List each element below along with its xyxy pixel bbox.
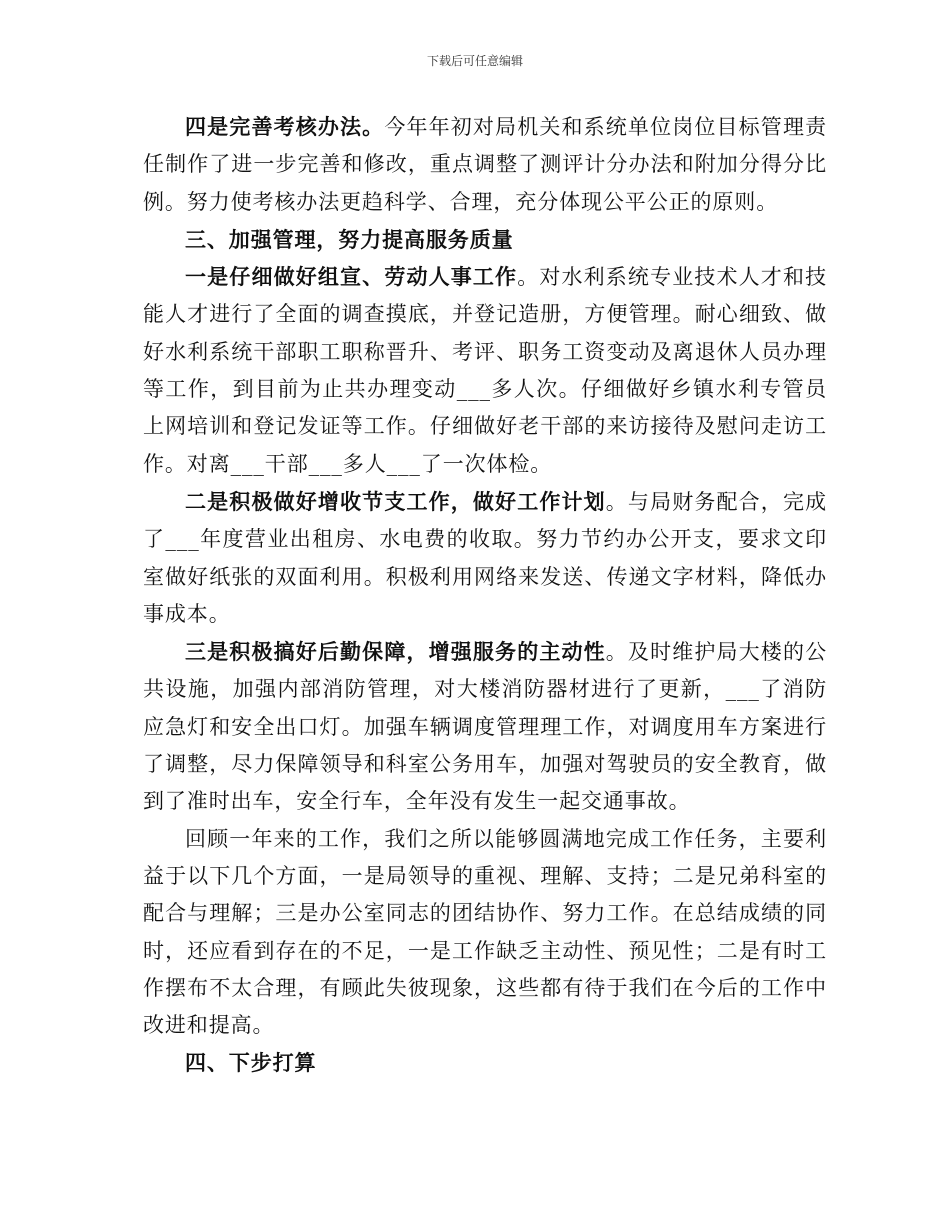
paragraph-lead: 一是仔细做好组宣、劳动人事工作 <box>185 264 518 290</box>
paragraph-assessment <box>143 108 827 221</box>
paragraph-review <box>143 821 827 1045</box>
paragraph-personnel <box>143 258 827 483</box>
paragraph-text: 。与局财务配合，完成了___年度营业出租房、水电费的收取。努力节约办公开支，要求文印室做好纸张的双面利用。积极利用网络来发送、传递文字材料，降低办事成本。 <box>143 489 827 626</box>
paragraph-logistics <box>143 633 827 820</box>
paragraph-lead: 三是积极搞好后勤保障，增强服务的主动性 <box>185 639 606 665</box>
page-header: 下载后可任意编辑 <box>426 54 523 68</box>
section-heading-four: 四、下步打算 <box>185 1050 317 1076</box>
paragraph-lead: 四是完善考核办法。 <box>185 114 385 139</box>
paragraph-lead: 二是积极做好增收节支工作，做好工作计划 <box>185 488 606 514</box>
paragraph-text: 回顾一年来的工作，我们之所以能够圆满地完成工作任务，主要利益于以下几个方面，一是局领导的重视、理解、支持；二是兄弟科室的配合与理解；三是办公室同志的团结协作、努力工作。在总结成绩的同时，还应看到存在的不足，一是工作缺乏主动性、预见性；二是有时工作摆布不太合理，有顾此失彼现象，这些都有待于我们在今后的工作中改进和提高。 <box>143 826 827 1038</box>
paragraph-text: 。及时维护局大楼的公共设施，加强内部消防管理，对大楼消防器材进行了更新，___了消防应急灯和安全出口灯。加强车辆调度管理理工作，对调度用车方案进行了调整，尽力保障领导和科室公务用车，加强对驾驶员的安全教育，做到了准时出车，安全行车，全年没有发生一起交通事故。 <box>143 640 827 814</box>
document-body <box>143 108 827 1082</box>
section-heading-three: 三、加强管理，努力提高服务质量 <box>185 226 514 252</box>
paragraph-text: 今年年初对局机关和系统单位岗位目标管理责任制作了进一步完善和修改，重点调整了测评计分办法和附加分得分比例。努力使考核办法更趋科学、合理，充分体现公平公正的原则。 <box>143 115 828 214</box>
paragraph-cost-saving <box>143 483 827 633</box>
paragraph-text: 。对水利系统专业技术人才和技能人才进行了全面的调查摸底，并登记造册，方便管理。耐心细致、做好水利系统干部职工职称晋升、考评、职务工资变动及离退休人员办理等工作，到目前为止共办理变动___多人次。仔细做好乡镇水利专管员上网培训和登记发证等工作。仔细做好老干部的来访接待及慰问走访工作。对离___干部___多人___了一次体检。 <box>143 265 828 476</box>
